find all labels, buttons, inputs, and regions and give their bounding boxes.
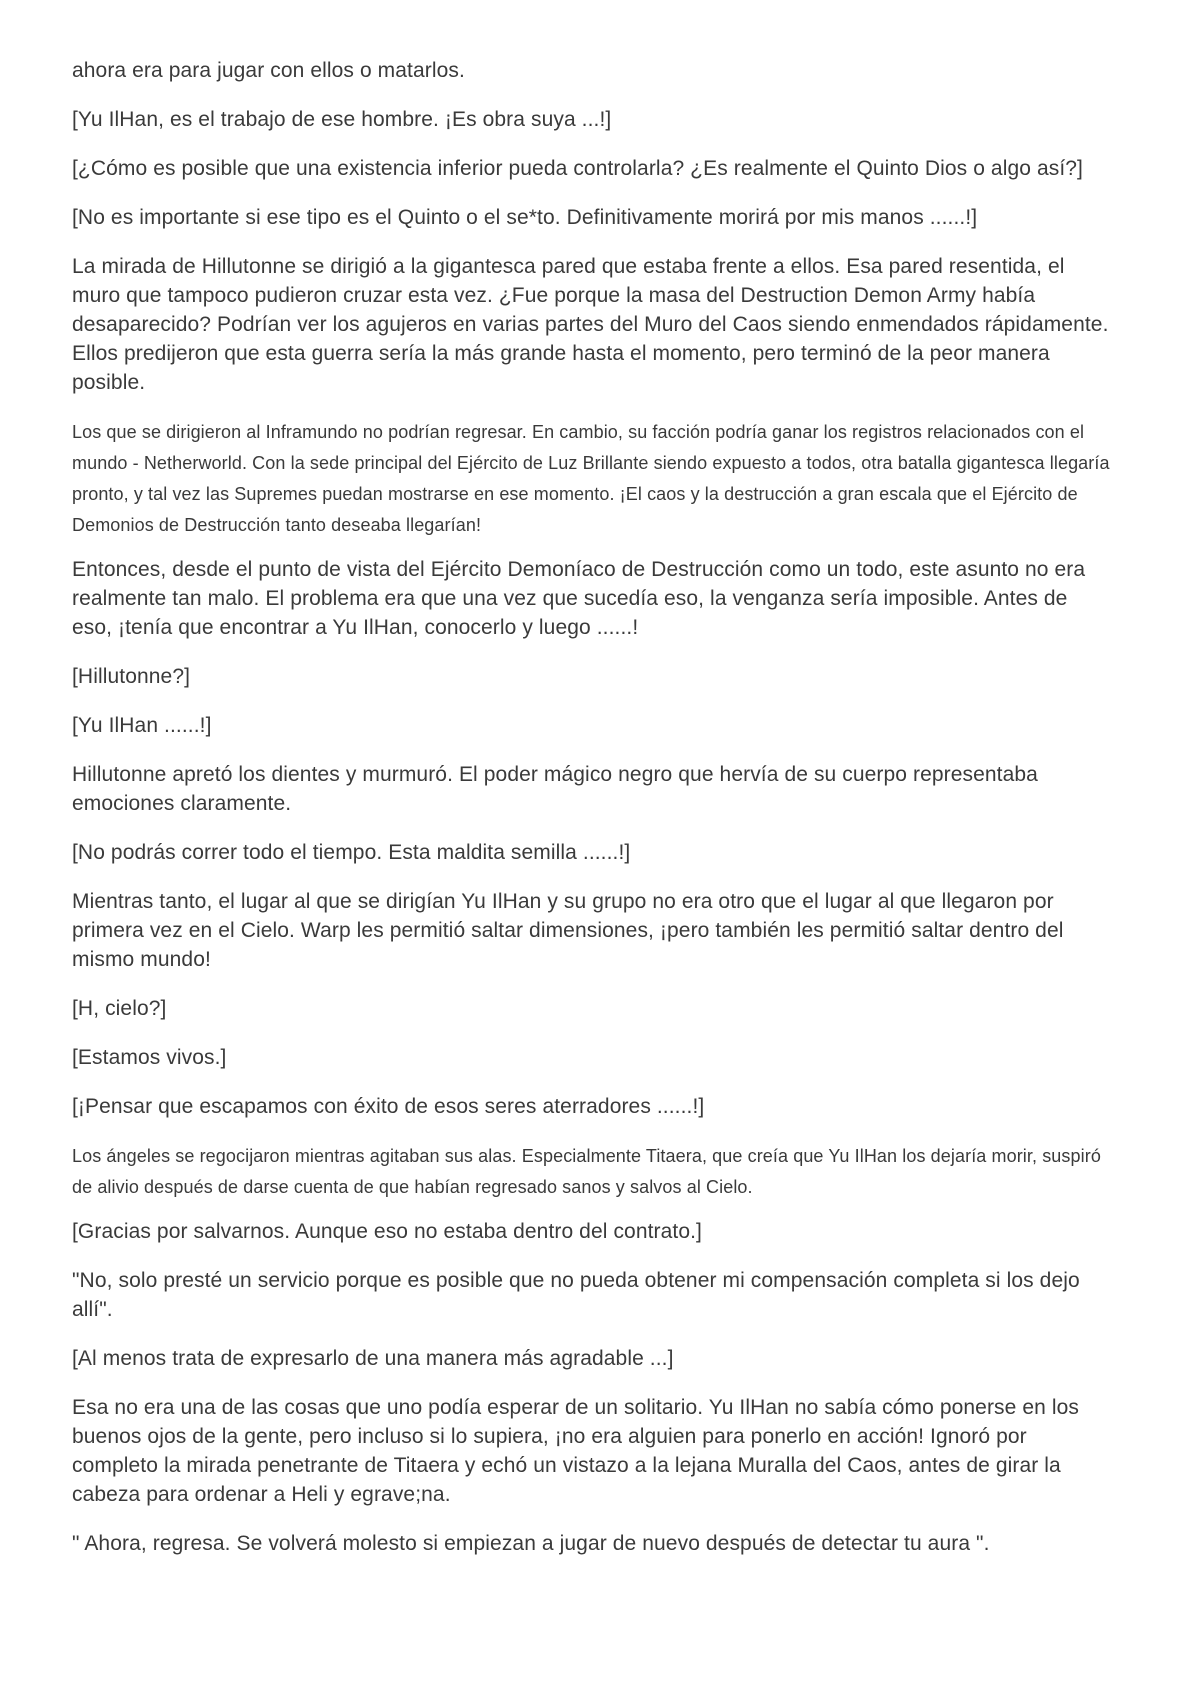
paragraph: [¿Cómo es posible que una existencia inferior pueda controlarla? ¿Es realmente el Quinto Dios o algo así?] (72, 157, 1083, 180)
paragraph: Esa no era una de las cosas que uno podía esperar de un solitario. Yu IlHan no sabía cómo ponerse en los buenos ojos de la gente, pero incluso si lo supiera, ¡no era alguien para ponerlo en acción! Ignoró por completo la mirada penetrante de Titaera y echó un vistazo a la lejana Muralla del Caos, antes de girar la cabeza para ordenar a Heli y egrave;na. (72, 1396, 1080, 1506)
paragraph: [Yu IlHan, es el trabajo de ese hombre. ¡Es obra suya ...!] (72, 108, 612, 131)
paragraph: Entonces, desde el punto de vista del Ejército Demoníaco de Destrucción como un todo, este asunto no era realmente tan malo. El problema era que una vez que sucedía eso, la venganza sería imposible. Antes de eso, ¡tenía que encontrar a Yu IlHan, conocerlo y luego ......! (72, 558, 1086, 639)
paragraph: " Ahora, regresa. Se volverá molesto si empiezan a jugar de nuevo después de detectar tu aura ". (72, 1532, 990, 1555)
paragraph: Hillutonne apretó los dientes y murmuró. El poder mágico negro que hervía de su cuerpo representaba emociones claramente. (72, 763, 1038, 815)
document-page (72, 56, 1112, 1578)
paragraph: [No podrás correr todo el tiempo. Esta maldita semilla ......!] (72, 841, 631, 864)
paragraph: [Al menos trata de expresarlo de una manera más agradable ...] (72, 1347, 674, 1370)
paragraph: [No es importante si ese tipo es el Quinto o el se*to. Definitivamente morirá por mis manos ......!] (72, 206, 978, 229)
paragraph: [H, cielo?] (72, 997, 167, 1020)
paragraph-small: Los que se dirigieron al Inframundo no podrían regresar. En cambio, su facción podría ganar los registros relacionados con el mundo - Netherworld. Con la sede principal del Ejército de Luz Brillante siendo expuesto a todos, otra batalla gigantesca llegaría pronto, y tal vez las Supremes puedan mostrarse en ese momento. ¡El caos y la destrucción a gran escala que el Ejército de Demonios de Destrucción tanto deseaba llegarían! (72, 422, 1110, 535)
paragraph: Mientras tanto, el lugar al que se dirigían Yu IlHan y su grupo no era otro que el lugar al que llegaron por primera vez en el Cielo. Warp les permitió saltar dimensiones, ¡pero también les permitió saltar dentro del mismo mundo! (72, 890, 1064, 971)
paragraph: ahora era para jugar con ellos o matarlos. (72, 59, 465, 82)
paragraph: [Yu IlHan ......!] (72, 714, 212, 737)
paragraph-small: Los ángeles se regocijaron mientras agitaban sus alas. Especialmente Titaera, que creía que Yu IlHan los dejaría morir, suspiró de alivio después de darse cuenta de que habían regresado sanos y salvos al Cielo. (72, 1146, 1101, 1197)
paragraph: [Estamos vivos.] (72, 1046, 227, 1069)
paragraph: La mirada de Hillutonne se dirigió a la gigantesca pared que estaba frente a ellos. Esa pared resentida, el muro que tampoco pudieron cruzar esta vez. ¿Fue porque la masa del Destruction Demon Army había desaparecido? Podrían ver los agujeros en varias partes del Muro del Caos siendo enmendados rápidamente. Ellos predijeron que esta guerra sería la más grande hasta el momento, pero terminó de la peor manera posible. (72, 255, 1109, 394)
paragraph: [Gracias por salvarnos. Aunque eso no estaba dentro del contrato.] (72, 1220, 702, 1243)
paragraph: [Hillutonne?] (72, 665, 191, 688)
paragraph: "No, solo presté un servicio porque es posible que no pueda obtener mi compensación completa si los dejo allí". (72, 1269, 1080, 1321)
paragraph: [¡Pensar que escapamos con éxito de esos seres aterradores ......!] (72, 1095, 705, 1118)
